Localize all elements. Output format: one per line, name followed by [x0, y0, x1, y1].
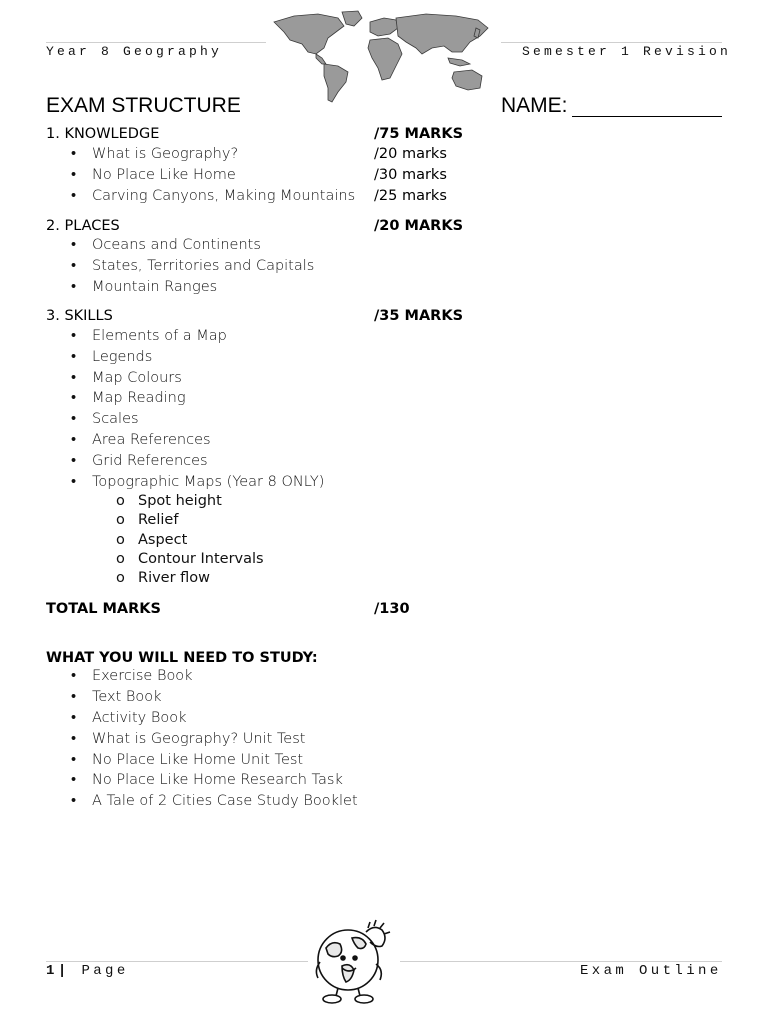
list-item: • Topographic Maps (Year 8 ONLY) — [92, 474, 324, 490]
page-number: 1 — [46, 963, 58, 979]
list-item: • Map Reading — [92, 390, 186, 406]
section-knowledge-marks: /75 MARKS — [374, 126, 464, 142]
globe-character-icon — [308, 918, 400, 1006]
list-item: • Carving Canyons, Making Mountains — [92, 188, 355, 204]
section-skills-heading: 3. SKILLS — [46, 308, 113, 324]
list-item: • Text Book — [92, 689, 162, 705]
sub-list-item: o Aspect — [138, 532, 187, 548]
list-item: • Grid References — [92, 453, 208, 469]
list-item: • Mountain Ranges — [92, 279, 217, 295]
list-item: • States, Territories and Capitals — [92, 258, 314, 274]
list-item: • No Place Like Home Unit Test — [92, 752, 303, 768]
list-item: • Elements of a Map — [92, 328, 227, 344]
study-heading: WHAT YOU WILL NEED TO STUDY: — [46, 650, 318, 666]
footer-doc-title: Exam Outline — [580, 963, 722, 979]
page-word: Page — [81, 963, 129, 979]
header-rule-left — [46, 42, 268, 43]
list-item: • Oceans and Continents — [92, 237, 261, 253]
list-item: • Activity Book — [92, 710, 186, 726]
world-map-icon — [266, 8, 501, 105]
name-field-line[interactable] — [572, 116, 722, 117]
list-item: • Map Colours — [92, 370, 182, 386]
list-item: • No Place Like Home Research Task — [92, 772, 343, 788]
item-marks: /25 marks — [374, 188, 447, 204]
list-item: • What is Geography? — [92, 146, 238, 162]
sub-list-item: o Spot height — [138, 493, 222, 509]
name-label: NAME: — [501, 94, 568, 117]
sub-list-item: o Contour Intervals — [138, 551, 264, 567]
list-item: • No Place Like Home — [92, 167, 236, 183]
section-skills-marks: /35 MARKS — [374, 308, 464, 324]
list-item: • A Tale of 2 Cities Case Study Booklet — [92, 793, 358, 809]
header-semester: Semester 1 Revision — [522, 44, 732, 59]
item-marks: /20 marks — [374, 146, 447, 162]
page-title: EXAM STRUCTURE — [46, 94, 241, 117]
header-rule-right — [500, 42, 722, 43]
sub-list-item: o Relief — [138, 512, 178, 528]
footer-page — [46, 963, 129, 979]
sub-list-item: o River flow — [138, 570, 210, 586]
section-knowledge-heading: 1. KNOWLEDGE — [46, 126, 160, 142]
list-item: • Scales — [92, 411, 139, 427]
footer-rule-left — [46, 961, 308, 962]
page-separator: | — [57, 963, 70, 979]
list-item: • What is Geography? Unit Test — [92, 731, 305, 747]
item-marks: /30 marks — [374, 167, 447, 183]
header-course: Year 8 Geography — [46, 44, 223, 59]
section-places-marks: /20 MARKS — [374, 218, 464, 234]
total-marks-label: TOTAL MARKS — [46, 601, 161, 617]
list-item: • Exercise Book — [92, 668, 193, 684]
list-item: • Area References — [92, 432, 211, 448]
total-marks-value: /130 — [374, 601, 410, 617]
footer-rule-right — [400, 961, 722, 962]
section-places-heading: 2. PLACES — [46, 218, 120, 234]
list-item: • Legends — [92, 349, 152, 365]
